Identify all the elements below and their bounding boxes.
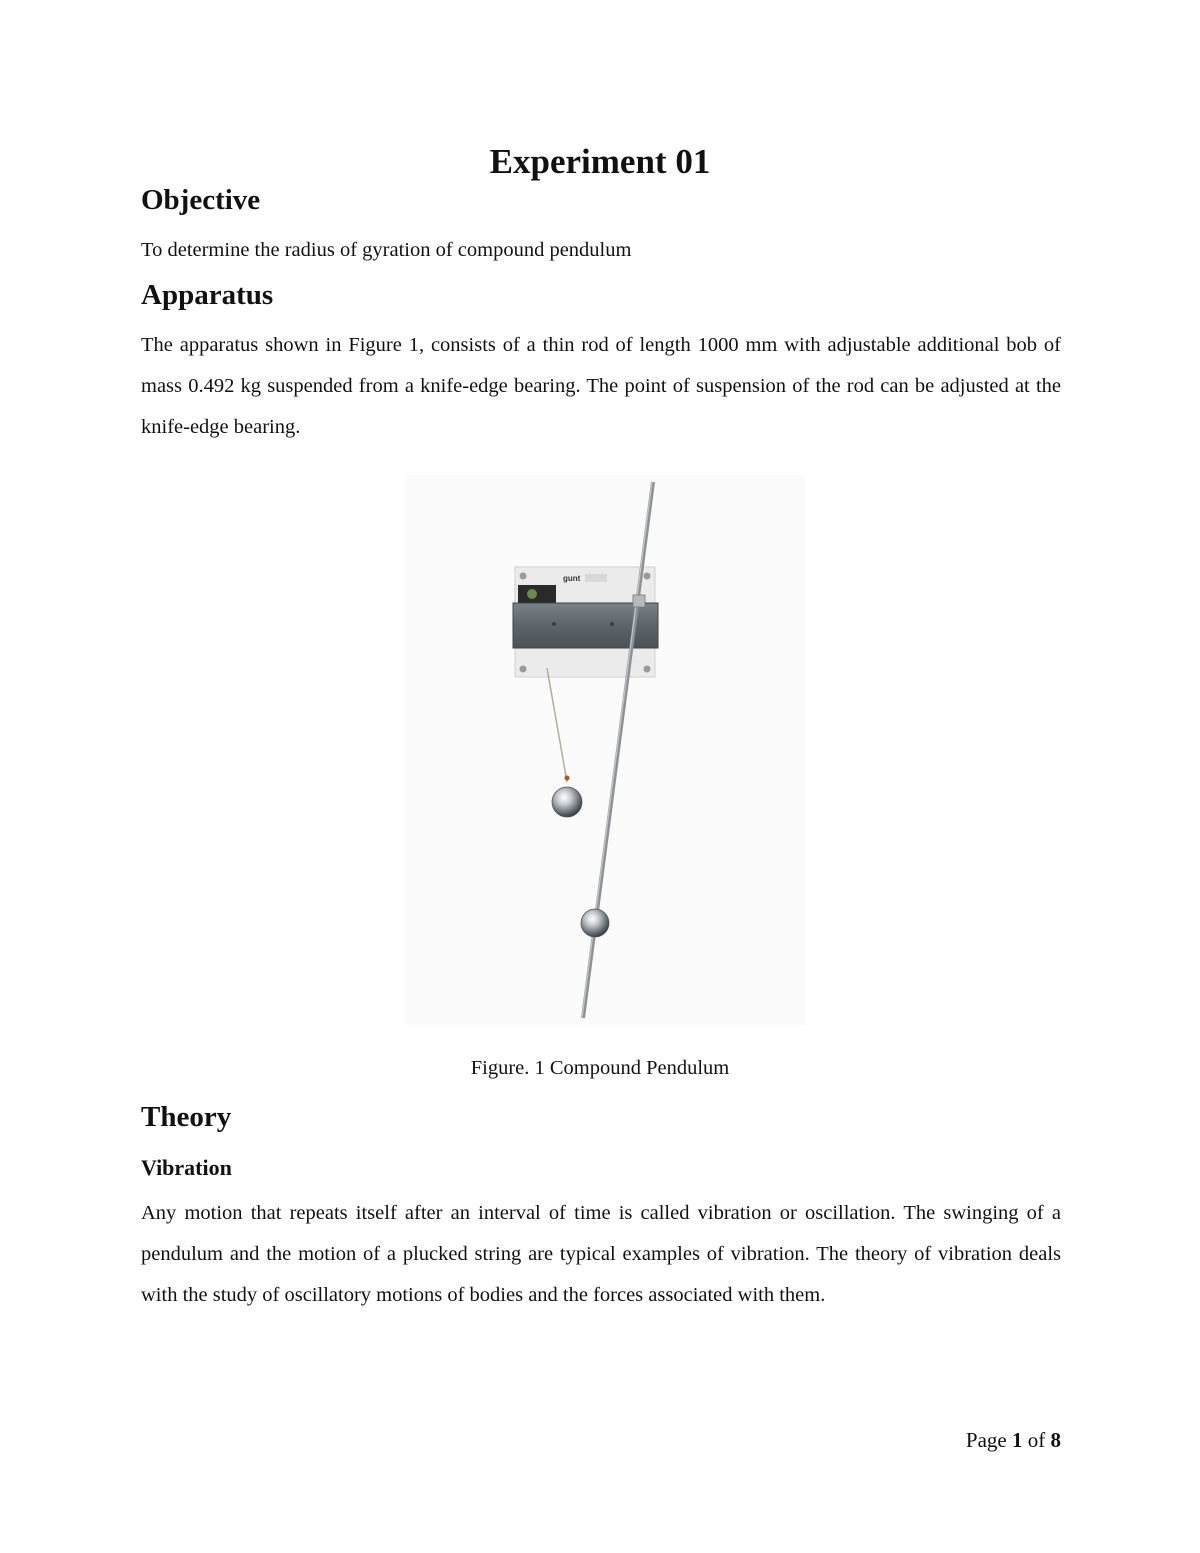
apparatus-text: The apparatus shown in Figure 1, consists of a thin rod of length 1000 mm with adjustable additional bob of mass 0.492 kg suspended from a knife-edge bearing. The point of suspension of the rod can be adjusted at the knife-edge bearing. xyxy=(141,334,1061,438)
page-title: Experiment 01 xyxy=(489,142,711,181)
figure-brand-label: gunt xyxy=(563,574,581,583)
objective-heading: Objective xyxy=(141,184,261,216)
page-number-footer xyxy=(966,1428,1061,1453)
page-label: Page xyxy=(965,1428,1007,1452)
apparatus-heading: Apparatus xyxy=(141,279,274,311)
figure-caption: Figure. 1 Compound Pendulum xyxy=(470,1057,730,1079)
vibration-text: Any motion that repeats itself after an interval of time is called vibration or oscillation. The swinging of a pendulum and the motion of a plucked string are typical examples of vibration. The theory of vibration deals with the study of oscillatory motions of bodies and the forces associated with them. xyxy=(141,1202,1061,1306)
current-page-number: 1 xyxy=(1012,1428,1023,1452)
of-label: of xyxy=(1027,1428,1046,1452)
theory-heading: Theory xyxy=(141,1101,232,1133)
total-pages-number: 8 xyxy=(1050,1428,1061,1452)
vibration-subheading: Vibration xyxy=(141,1155,232,1180)
compound-pendulum-illustration xyxy=(400,470,810,1030)
objective-text: To determine the radius of gyration of compound pendulum xyxy=(141,239,632,261)
compound-pendulum-figure xyxy=(400,470,810,1030)
